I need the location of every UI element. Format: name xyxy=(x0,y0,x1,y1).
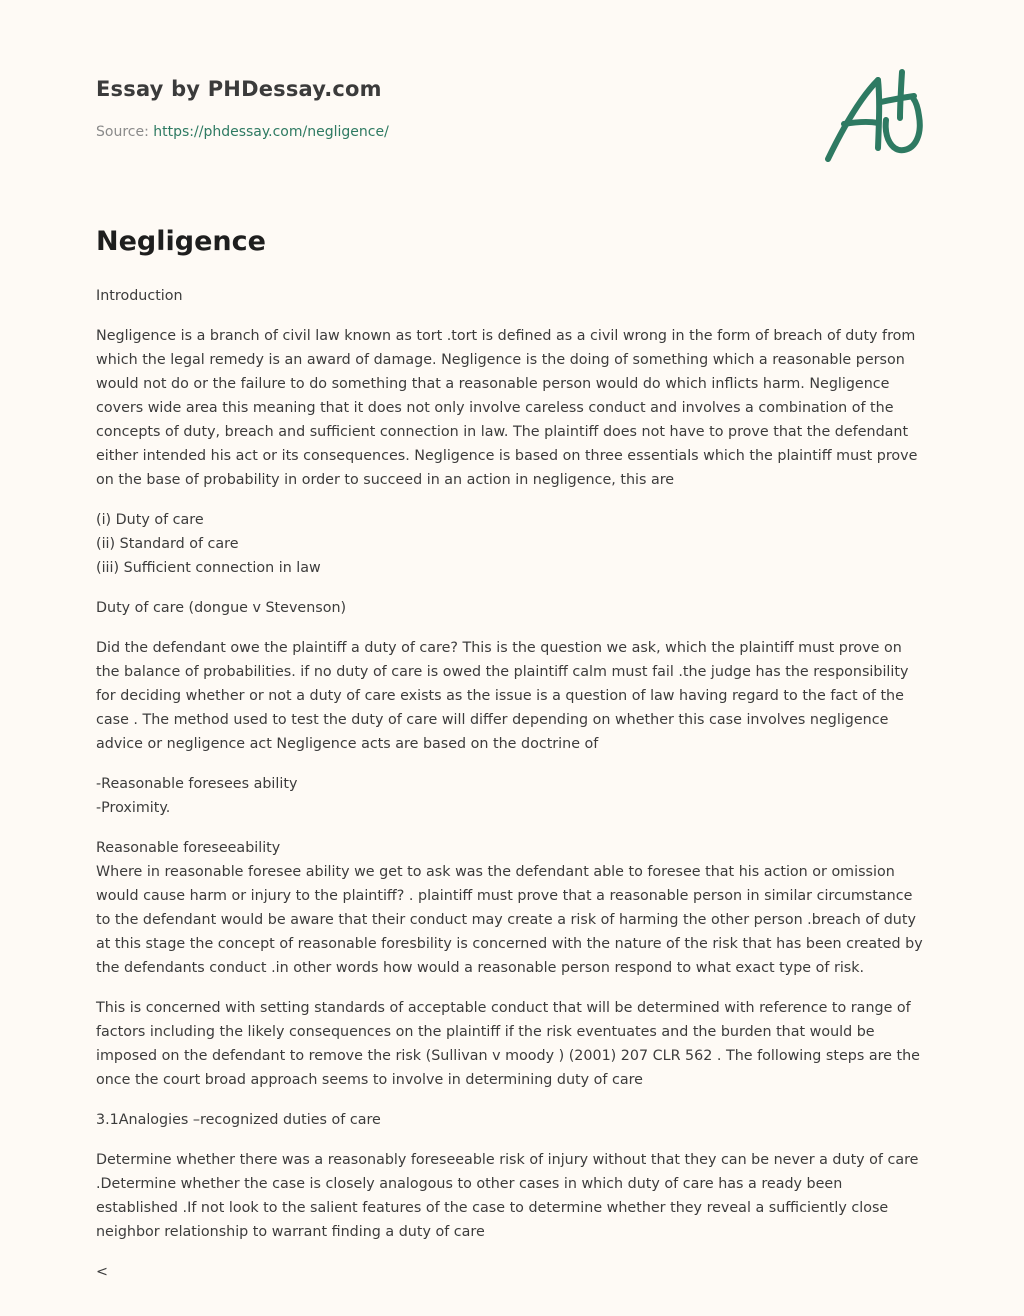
list-item: (i) Duty of care xyxy=(96,512,204,528)
list-item: (ii) Standard of care xyxy=(96,536,239,552)
essay-body xyxy=(96,284,928,1300)
paragraph-foreseeability xyxy=(96,836,928,980)
source-link[interactable]: https://phdessay.com/negligence/ xyxy=(153,124,389,140)
paragraph-truncated: < xyxy=(96,1264,108,1280)
paragraph-introduction: Introduction xyxy=(96,288,183,304)
paragraph-analogies-heading: 3.1Analogies –recognized duties of care xyxy=(96,1112,381,1128)
a-plus-logo-icon xyxy=(822,68,926,164)
foreseeability-heading: Reasonable foreseeability xyxy=(96,840,281,856)
list-item: -Reasonable foresees ability xyxy=(96,776,298,792)
foreseeability-body: Where in reasonable foresee ability we get to ask was the defendant able to foresee that his action or omission would cause harm or injury to the plaintiff? . plaintiff must prove that a reasonable person in similar circumstance to the defendant would be aware that their conduct may create a risk of harming the other person .breach of duty at this stage the concept of reasonable foresbility is concerned with the nature of the risk that has been created by the defendants conduct .in other words how would a reasonable person respond to what exact type of risk. xyxy=(96,864,923,976)
source-line xyxy=(96,124,389,140)
paragraph-duty-of-care-heading: Duty of care (dongue v Stevenson) xyxy=(96,600,347,616)
source-label: Source: xyxy=(96,124,154,140)
paragraph-duty-of-care: Did the defendant owe the plaintiff a duty of care? This is the question we ask, which the plaintiff must prove on the balance of probabilities. if no duty of care is owed the plaintiff calm must fail .the judge has the responsibility for deciding whether or not a duty of care exists as the issue is a question of law having regard to the fact of the case . The method used to test the duty of care will differ depending on whether this case involves negligence advice or negligence act Negligence acts are based on the doctrine of xyxy=(96,640,909,752)
doctrine-list xyxy=(96,772,928,820)
list-item: (iii) Sufficient connection in law xyxy=(96,560,321,576)
paragraph-negligence-definition: Negligence is a branch of civil law known as tort .tort is defined as a civil wrong in the form of breach of duty from which the legal remedy is an award of damage. Negligence is the doing of something which a reasonable person would not do or the failure to do something that a reasonable person would do which inflicts harm. Negligence covers wide area this meaning that it does not only involve careless conduct and involves a combination of the concepts of duty, breach and sufficient connection in law. The plaintiff does not have to prove that the defendant either intended his act or its consequences. Negligence is based on three essentials which the plaintiff must prove on the base of probability in order to succeed in an action in negligence, this are xyxy=(96,328,918,488)
paragraph-standards: This is concerned with setting standards of acceptable conduct that will be determined with reference to range of factors including the likely consequences on the plaintiff if the risk eventuates and the burden that would be imposed on the defendant to remove the risk (Sullivan v moody ) (2001) 207 CLR 562 . The following steps are the once the court broad approach seems to involve in determining duty of care xyxy=(96,1000,920,1088)
essentials-list xyxy=(96,508,928,580)
site-brand-title: Essay by PHDessay.com xyxy=(96,77,382,101)
list-item: -Proximity. xyxy=(96,800,171,816)
essay-title: Negligence xyxy=(96,226,266,257)
paragraph-analogies: Determine whether there was a reasonably foreseeable risk of injury without that they can be never a duty of care .Determine whether the case is closely analogous to other cases in which duty of care has a ready been established .If not look to the salient features of the case to determine whether they reveal a sufficiently close neighbor relationship to warrant finding a duty of care xyxy=(96,1152,919,1240)
